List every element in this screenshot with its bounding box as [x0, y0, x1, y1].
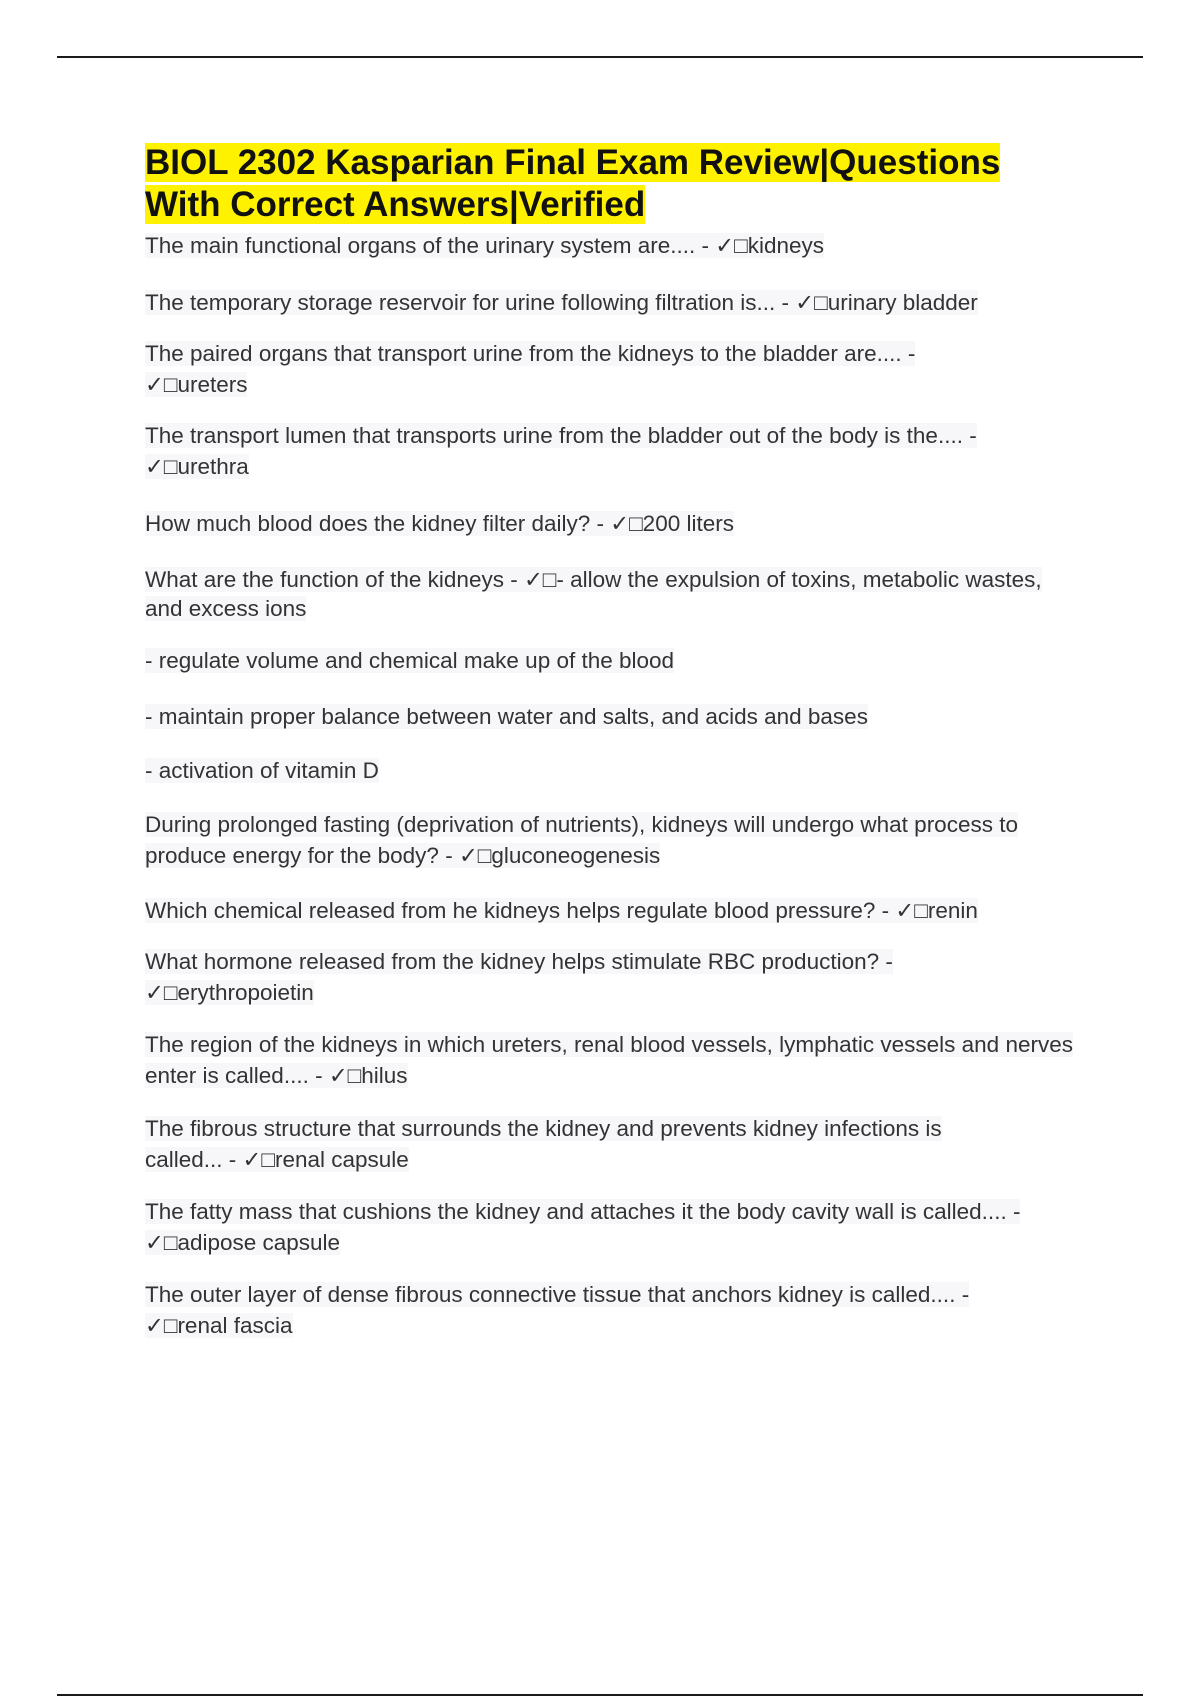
qa-text: - activation of vitamin D: [145, 758, 379, 783]
qa-text: Which chemical released from he kidneys helps regulate blood pressure? - ✓□renin: [145, 898, 978, 923]
qa-item: [145, 895, 1085, 926]
qa-item: [145, 338, 975, 400]
qa-text: - regulate volume and chemical make up of the blood: [145, 648, 675, 673]
qa-item: [145, 1029, 1085, 1091]
qa-item: [145, 701, 1085, 732]
qa-item: [145, 1113, 1005, 1175]
qa-text: The temporary storage reservoir for urine following filtration is... - ✓□urinary bladder: [145, 290, 978, 315]
qa-text: The region of the kidneys in which ureters, renal blood vessels, lymphatic vessels and nerves enter is called.... - ✓□hilus: [145, 1032, 1073, 1088]
document-title-text: BIOL 2302 Kasparian Final Exam Review|Questions With Correct Answers|Verified: [145, 143, 1001, 224]
bottom-rule: [57, 1694, 1143, 1696]
qa-item: [145, 230, 1085, 261]
qa-text: What are the function of the kidneys - ✓□- allow the expulsion of toxins, metabolic wastes, and excess ions: [145, 567, 1042, 621]
qa-text: The transport lumen that transports urine from the bladder out of the body is the.... - ✓□urethra: [145, 423, 977, 479]
qa-text: The outer layer of dense fibrous connective tissue that anchors kidney is called.... - ✓□renal fascia: [145, 1282, 970, 1338]
qa-item: [145, 287, 1085, 318]
qa-item: [145, 420, 1057, 482]
qa-text: - maintain proper balance between water and salts, and acids and bases: [145, 704, 868, 729]
qa-item: [145, 565, 1050, 623]
qa-item: [145, 645, 1085, 676]
qa-item: [145, 946, 965, 1008]
qa-text: The main functional organs of the urinary system are.... - ✓□kidneys: [145, 233, 824, 258]
top-rule: [57, 56, 1143, 58]
qa-text: The paired organs that transport urine from the kidneys to the bladder are.... - ✓□ureters: [145, 341, 916, 397]
qa-item: [145, 809, 1085, 871]
qa-text: How much blood does the kidney filter daily? - ✓□200 liters: [145, 511, 734, 536]
document-title: [145, 142, 1085, 226]
qa-item: [145, 755, 1085, 786]
qa-text: During prolonged fasting (deprivation of nutrients), kidneys will undergo what process to produce energy for the body? - ✓□gluconeogenesis: [145, 812, 1018, 868]
qa-text: What hormone released from the kidney helps stimulate RBC production? - ✓□erythropoietin: [145, 949, 893, 1005]
document-body: [145, 142, 1085, 1341]
qa-item: [145, 508, 1085, 539]
qa-item: [145, 1196, 1085, 1258]
qa-text: The fibrous structure that surrounds the kidney and prevents kidney infections is called... - ✓□renal capsule: [145, 1116, 942, 1172]
qa-text: The fatty mass that cushions the kidney and attaches it the body cavity wall is called.... - ✓□adipose capsule: [145, 1199, 1021, 1255]
qa-item: [145, 1279, 1045, 1341]
